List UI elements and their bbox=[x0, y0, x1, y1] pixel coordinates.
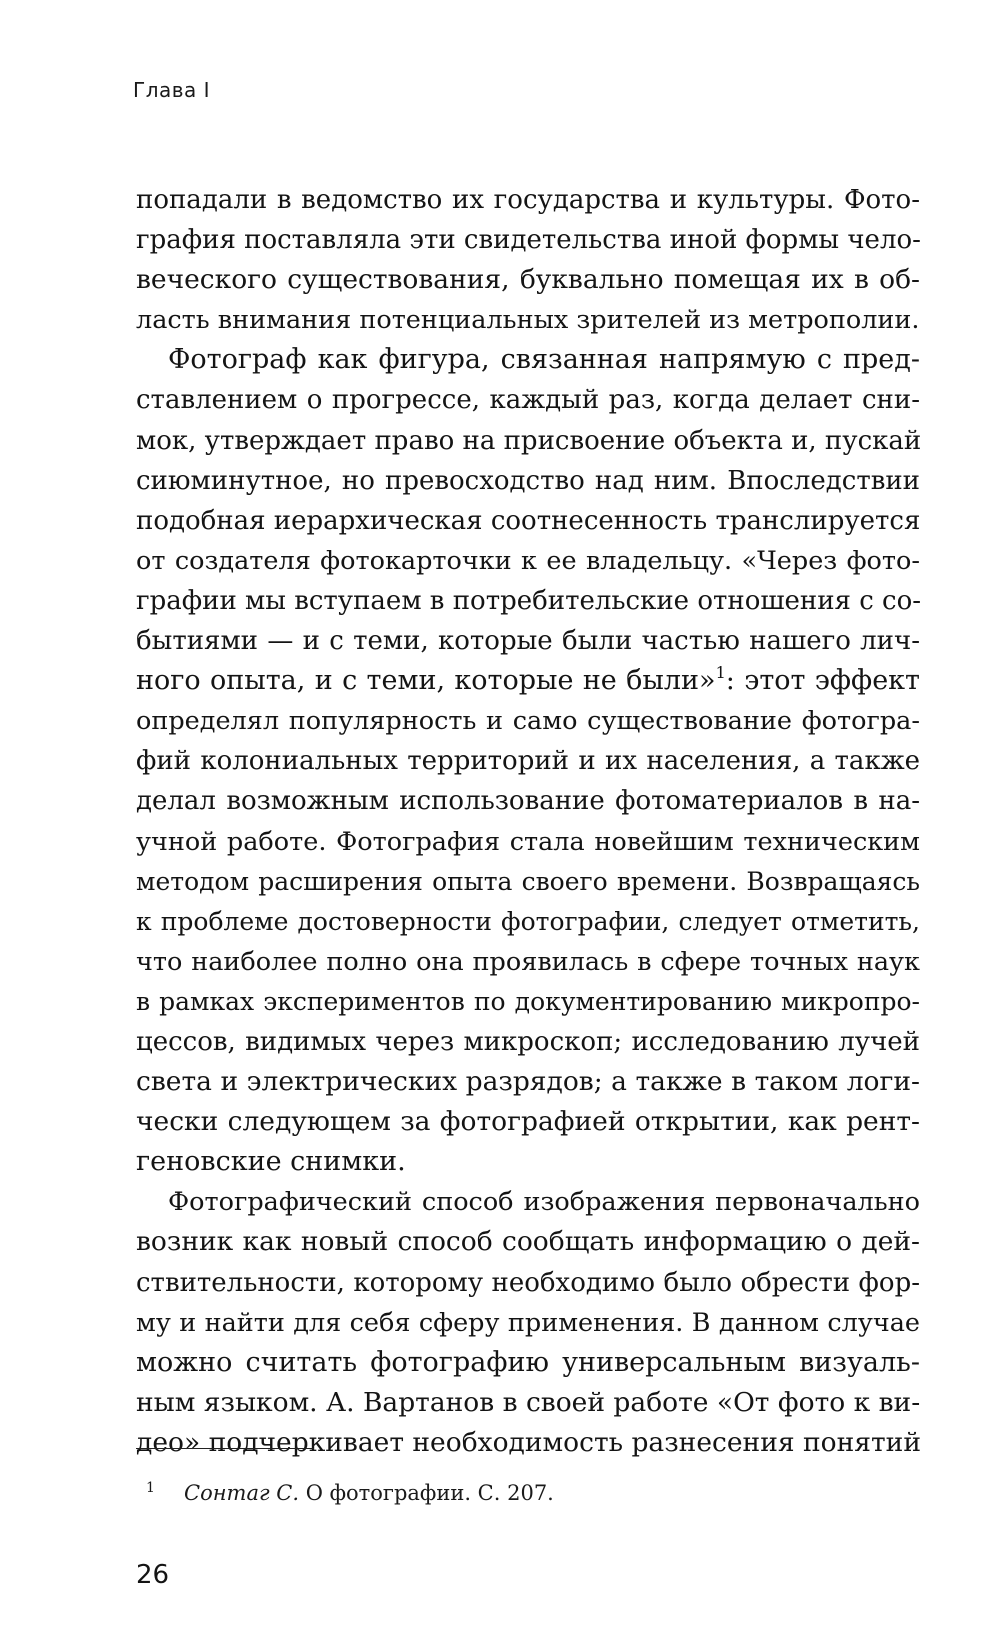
text-line: геновские снимки. bbox=[136, 1146, 406, 1178]
text-line: графии мы вступаем в потребительские отношения с со- bbox=[136, 585, 922, 616]
text-line: ствительности, которому необходимо было обрести фор- bbox=[136, 1267, 920, 1298]
text-line: попадали в ведомство их государства и культуры. Фото- bbox=[136, 185, 920, 215]
line-continuation: : этот эффект bbox=[725, 665, 920, 697]
page-number: 26 bbox=[136, 1560, 170, 1590]
text-line: мок, утверждает право на присвоение объекта и, пускай bbox=[136, 425, 922, 456]
text-line: ставлением о прогрессе, каждый раз, когда делает сни- bbox=[136, 385, 920, 416]
text-line: чески следующем за фотографией открытии, как рент- bbox=[136, 1106, 920, 1138]
text-line: део» подчеркивает необходимость разнесения понятий bbox=[136, 1426, 921, 1458]
running-head-chapter-title: Глава I bbox=[133, 78, 211, 102]
text-line: веческого существования, буквально помещая их в об- bbox=[136, 264, 920, 296]
footnote-author: Сонтаг С. bbox=[184, 1481, 300, 1505]
text-line: от создателя фотокарточки к ее владельцу. «Через фото- bbox=[136, 545, 920, 576]
text-line: можно считать фотографию универсальным визуаль- bbox=[136, 1346, 920, 1378]
text-line: му и найти для себя сферу применения. В данном случае bbox=[136, 1307, 920, 1338]
quote-fragment: ного опыта, и с теми, которые не были» bbox=[136, 665, 716, 697]
text-line: возник как новый способ сообщать информацию о дей- bbox=[136, 1226, 920, 1258]
paragraph-start-line: Фотографический способ изображения первоначально bbox=[168, 1187, 920, 1218]
footnote-text: О фотографии. С. 207. bbox=[305, 1481, 554, 1505]
text-line: к проблеме достоверности фотографии, следует отметить, bbox=[136, 906, 920, 936]
text-line: делал возможным использование фотоматериалов в на- bbox=[136, 786, 920, 817]
footnote-divider bbox=[136, 1448, 314, 1449]
paragraph-start-line: Фотограф как фигура, связанная напрямую с пред- bbox=[168, 344, 920, 376]
text-line: определял популярность и само существование фотогра- bbox=[136, 706, 920, 737]
text-line-with-footnote-ref bbox=[136, 661, 920, 701]
text-line: в рамках экспериментов по документированию микропро- bbox=[136, 986, 920, 1016]
text-line: сиюминутное, но превосходство над ним. Впоследствии bbox=[136, 465, 920, 496]
text-line: цессов, видимых через микроскоп; исследованию лучей bbox=[136, 1026, 920, 1057]
text-line: что наиболее полно она проявилась в сфере точных наук bbox=[136, 946, 920, 977]
footnote-reference[interactable]: 1 bbox=[715, 663, 726, 683]
footnote bbox=[146, 1480, 554, 1505]
body-text bbox=[136, 180, 920, 1463]
text-line: методом расширения опыта своего времени. Возвращаясь bbox=[136, 866, 920, 896]
text-line: ным языком. А. Вартанов в своей работе «От фото к ви- bbox=[136, 1386, 921, 1418]
text-line: графия поставляла эти свидетельства иной формы чело- bbox=[136, 225, 921, 256]
text-line: фий колониальных территорий и их населения, а также bbox=[136, 746, 920, 777]
text-line: ласть внимания потенциальных зрителей из метрополии. bbox=[136, 305, 920, 336]
text-line: бытиями — и с теми, которые были частью нашего лич- bbox=[136, 626, 920, 657]
text-line: света и электрических разрядов; а также в таком логи- bbox=[136, 1066, 920, 1098]
text-line: подобная иерархическая соотнесенность транслируется bbox=[136, 505, 921, 536]
text-line: учной работе. Фотография стала новейшим техническим bbox=[136, 826, 920, 857]
footnote-number: 1 bbox=[146, 1480, 155, 1496]
